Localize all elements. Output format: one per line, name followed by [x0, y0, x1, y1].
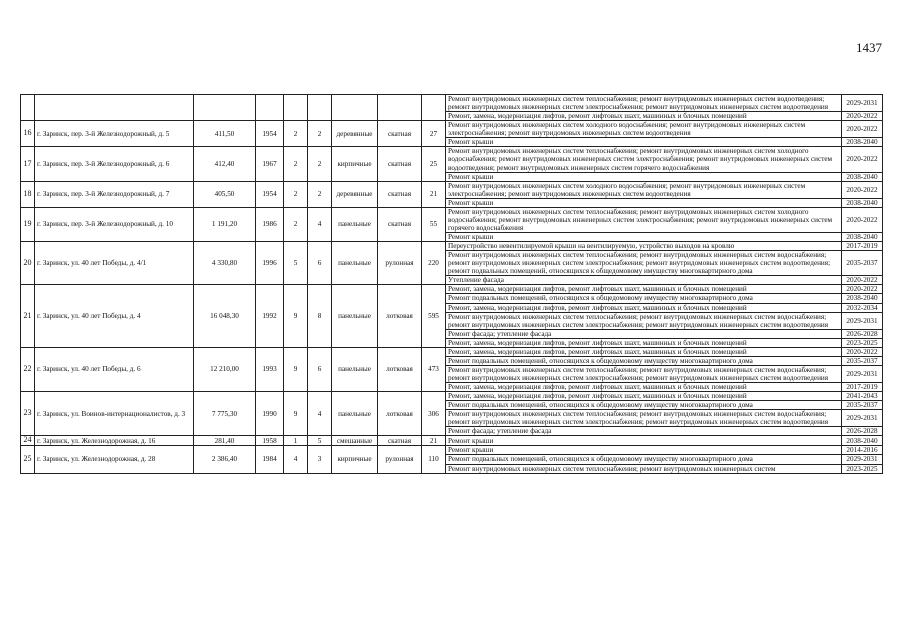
house-apartments: 220: [422, 242, 446, 285]
work-description: Ремонт внутридомовых инженерных систем теплоснабжения; ремонт внутридомовых инженерных систем холодного водоснабжения; ремонт внутридомовых инженерных систем электроснабжения; ремонт внутридомовых инженерных систем водоотведения; ремонт внутридомовых инженерных систем горячего водоснабжения: [446, 147, 842, 172]
work-description: Ремонт, замена, модернизация лифтов, ремонт лифтовых шахт, машинных и блочных помещений: [446, 347, 842, 356]
house-year: 1967: [256, 147, 284, 181]
work-period: 2017-2019: [842, 242, 883, 251]
house-address: г. Заринск, пер. 3-й Железнодорожный, д. 7: [35, 181, 194, 207]
work-period: 2020-2022: [842, 112, 883, 121]
house-apartments: 25: [422, 147, 446, 181]
work-period: 2023-2025: [842, 338, 883, 347]
work-period: 2029-2031: [842, 410, 883, 427]
house-entrances: 2: [308, 147, 332, 181]
work-description: Ремонт внутридомовых инженерных систем теплоснабжения; ремонт внутридомовых инженерных систем водоснабжения; ремонт внутридомовых инженерных систем электроснабжения; ремонт внутридомовых инженерных систем водоотведения; ремонт подвальных помещений, относящихся к общедомовому имуществу многоквартирного дома: [446, 251, 842, 276]
house-address: г. Заринск, пер. 3-й Железнодорожный, д. 6: [35, 147, 194, 181]
house-wall-material: панельные: [332, 242, 378, 285]
work-period: 2026-2028: [842, 329, 883, 338]
work-period: 2038-2040: [842, 294, 883, 303]
house-year: 1984: [256, 446, 284, 473]
house-area: [194, 95, 256, 121]
table-row: [21, 95, 883, 112]
work-period: 2038-2040: [842, 436, 883, 446]
work-period: 2020-2022: [842, 276, 883, 285]
work-period: 2029-2031: [842, 95, 883, 112]
house-address: г. Заринск, пер. 3-й Железнодорожный, д. 10: [35, 207, 194, 241]
table-row: [21, 347, 883, 356]
work-description: Ремонт внутридомовых инженерных систем теплоснабжения; ремонт внутридомовых инженерных систем водоснабжения; ремонт внутридомовых инженерных систем электроснабжения; ремонт внутридомовых инженерных систем водоотведения: [446, 410, 842, 427]
repair-program-table: [20, 94, 883, 474]
house-address: г. Заринск, ул. 40 лет Победы, д. 4/1: [35, 242, 194, 285]
work-period: 2026-2028: [842, 427, 883, 436]
work-period: 2038-2040: [842, 172, 883, 181]
house-apartments: 306: [422, 392, 446, 436]
work-period: 2029-2031: [842, 455, 883, 464]
work-description: Ремонт фасада; утепление фасада: [446, 427, 842, 436]
house-year: [256, 95, 284, 121]
house-apartments: 21: [422, 436, 446, 446]
house-entrances: 6: [308, 347, 332, 391]
house-number: 23: [21, 392, 35, 436]
house-number: 24: [21, 436, 35, 446]
work-period: 2035-2037: [842, 401, 883, 410]
house-roof-type: лотковая: [378, 392, 422, 436]
house-roof-type: скатная: [378, 121, 422, 147]
house-wall-material: кирпичные: [332, 446, 378, 473]
house-entrances: 2: [308, 181, 332, 207]
house-address: г. Заринск, ул. Воинов-интернационалистов, д. 3: [35, 392, 194, 436]
work-description: Ремонт внутридомовых инженерных систем холодного водоснабжения; ремонт внутридомовых инженерных систем электроснабжения; ремонт внутридомовых инженерных систем водоотведения: [446, 181, 842, 198]
house-entrances: [308, 95, 332, 121]
work-period: 2020-2022: [842, 147, 883, 172]
page-number: 1437: [856, 40, 882, 55]
work-period: 2038-2040: [842, 198, 883, 207]
house-number: [21, 95, 35, 121]
house-address: г. Заринск, ул. Железнодорожная, д. 28: [35, 446, 194, 473]
work-description: Ремонт подвальных помещений, относящихся к общедомовому имуществу многоквартирного дома: [446, 401, 842, 410]
work-period: 2020-2022: [842, 181, 883, 198]
table-row: [21, 392, 883, 401]
table-row: [21, 207, 883, 232]
house-wall-material: панельные: [332, 285, 378, 347]
house-area: 412,40: [194, 147, 256, 181]
work-description: Ремонт крыши: [446, 138, 842, 147]
house-year: 1958: [256, 436, 284, 446]
work-description: Ремонт, замена, модернизация лифтов, ремонт лифтовых шахт, машинных и блочных помещений: [446, 392, 842, 401]
work-description: Ремонт фасада; утепление фасада: [446, 329, 842, 338]
house-address: г. Заринск, ул. Железнодорожная, д. 16: [35, 436, 194, 446]
work-description: Ремонт крыши: [446, 172, 842, 181]
house-area: 405,50: [194, 181, 256, 207]
work-period: 2017-2019: [842, 383, 883, 392]
work-description: Ремонт, замена, модернизация лифтов, ремонт лифтовых шахт, машинных и блочных помещений: [446, 112, 842, 121]
house-floors: [284, 95, 308, 121]
house-floors: 9: [284, 347, 308, 391]
work-description: Переустройство невентилируемой крыши на вентилируемую, устройство выходов на кровлю: [446, 242, 842, 251]
house-apartments: 27: [422, 121, 446, 147]
work-description: Ремонт, замена, модернизация лифтов, ремонт лифтовых шахт, машинных и блочных помещений: [446, 383, 842, 392]
house-year: 1993: [256, 347, 284, 391]
house-year: 1992: [256, 285, 284, 347]
house-area: 2 386,40: [194, 446, 256, 473]
work-description: Ремонт внутридомовых инженерных систем теплоснабжения; ремонт внутридомовых инженерных систем водоотведения; ремонт внутридомовых инженерных систем электроснабжения; ремонт внутридомовых инженерных систем водоотведения: [446, 95, 842, 112]
house-wall-material: деревянные: [332, 121, 378, 147]
house-address: г. Заринск, ул. 40 лет Победы, д. 6: [35, 347, 194, 391]
house-roof-type: скатная: [378, 436, 422, 446]
house-area: 16 048,30: [194, 285, 256, 347]
work-period: 2020-2022: [842, 121, 883, 138]
house-address: г. Заринск, ул. 40 лет Победы, д. 4: [35, 285, 194, 347]
house-area: 4 330,80: [194, 242, 256, 285]
house-number: 25: [21, 446, 35, 473]
work-period: 2020-2022: [842, 347, 883, 356]
house-area: 1 191,20: [194, 207, 256, 241]
house-number: 20: [21, 242, 35, 285]
house-apartments: 595: [422, 285, 446, 347]
table-row: [21, 285, 883, 294]
table-row: [21, 121, 883, 138]
work-period: 2035-2037: [842, 356, 883, 365]
house-entrances: 6: [308, 242, 332, 285]
house-number: 18: [21, 181, 35, 207]
house-roof-type: скатная: [378, 147, 422, 181]
work-period: 2020-2022: [842, 207, 883, 232]
work-period: 2041-2043: [842, 392, 883, 401]
work-period: 2032-2034: [842, 303, 883, 312]
house-number: 16: [21, 121, 35, 147]
house-area: 7 775,30: [194, 392, 256, 436]
house-wall-material: [332, 95, 378, 121]
house-number: 17: [21, 147, 35, 181]
house-wall-material: панельные: [332, 207, 378, 241]
work-description: Ремонт крыши: [446, 446, 842, 455]
house-year: 1996: [256, 242, 284, 285]
work-period: 2038-2040: [842, 138, 883, 147]
house-roof-type: рулонная: [378, 242, 422, 285]
house-number: 22: [21, 347, 35, 391]
house-number: 19: [21, 207, 35, 241]
house-wall-material: панельные: [332, 347, 378, 391]
table-row: [21, 436, 883, 446]
house-address: [35, 95, 194, 121]
house-entrances: 4: [308, 392, 332, 436]
work-description: Ремонт подвальных помещений, относящихся к общедомовому имуществу многоквартирного дома: [446, 356, 842, 365]
work-description: Ремонт, замена, модернизация лифтов, ремонт лифтовых шахт, машинных и блочных помещений: [446, 285, 842, 294]
house-year: 1990: [256, 392, 284, 436]
house-roof-type: скатная: [378, 181, 422, 207]
work-description: Утепление фасада: [446, 276, 842, 285]
work-description: Ремонт крыши: [446, 233, 842, 242]
house-roof-type: лотковая: [378, 285, 422, 347]
table-row: [21, 446, 883, 455]
house-entrances: 2: [308, 121, 332, 147]
house-wall-material: смешанные: [332, 436, 378, 446]
work-period: 2035-2037: [842, 251, 883, 276]
house-roof-type: [378, 95, 422, 121]
work-period: 2029-2031: [842, 312, 883, 329]
house-wall-material: кирпичные: [332, 147, 378, 181]
table-row: [21, 147, 883, 172]
house-number: 21: [21, 285, 35, 347]
house-floors: 2: [284, 121, 308, 147]
house-roof-type: рулонная: [378, 446, 422, 473]
house-year: 1954: [256, 181, 284, 207]
house-apartments: 110: [422, 446, 446, 473]
house-apartments: [422, 95, 446, 121]
house-entrances: 3: [308, 446, 332, 473]
house-area: 281,40: [194, 436, 256, 446]
house-entrances: 4: [308, 207, 332, 241]
house-floors: 9: [284, 392, 308, 436]
house-floors: 2: [284, 147, 308, 181]
house-wall-material: деревянные: [332, 181, 378, 207]
work-description: Ремонт, замена, модернизация лифтов, ремонт лифтовых шахт, машинных и блочных помещений: [446, 338, 842, 347]
house-floors: 4: [284, 446, 308, 473]
work-period: 2020-2022: [842, 285, 883, 294]
house-floors: 2: [284, 181, 308, 207]
work-description: Ремонт крыши: [446, 436, 842, 446]
work-description: Ремонт внутридомовых инженерных систем теплоснабжения; ремонт внутридомовых инженерных систем: [446, 464, 842, 473]
work-period: 2023-2025: [842, 464, 883, 473]
work-period: 2038-2040: [842, 233, 883, 242]
house-area: 12 210,00: [194, 347, 256, 391]
house-entrances: 5: [308, 436, 332, 446]
work-description: Ремонт внутридомовых инженерных систем холодного водоснабжения; ремонт внутридомовых инженерных систем электроснабжения; ремонт внутридомовых инженерных систем водоотведения: [446, 121, 842, 138]
house-floors: 5: [284, 242, 308, 285]
house-apartments: 55: [422, 207, 446, 241]
work-description: Ремонт, замена, модернизация лифтов, ремонт лифтовых шахт, машинных и блочных помещений: [446, 303, 842, 312]
work-period: 2029-2031: [842, 365, 883, 382]
work-description: Ремонт подвальных помещений, относящихся к общедомовому имуществу многоквартирного дома: [446, 294, 842, 303]
work-period: 2014-2016: [842, 446, 883, 455]
work-description: Ремонт крыши: [446, 198, 842, 207]
work-description: Ремонт внутридомовых инженерных систем теплоснабжения; ремонт внутридомовых инженерных систем водоснабжения; ремонт внутридомовых инженерных систем электроснабжения; ремонт внутридомовых инженерных систем водоотведения: [446, 312, 842, 329]
work-description: Ремонт внутридомовых инженерных систем теплоснабжения; ремонт внутридомовых инженерных систем холодного водоснабжения; ремонт внутридомовых инженерных систем электроснабжения; ремонт внутридомовых инженерных систем горячего водоснабжения: [446, 207, 842, 232]
house-apartments: 21: [422, 181, 446, 207]
table-row: [21, 242, 883, 251]
house-apartments: 473: [422, 347, 446, 391]
house-floors: 1: [284, 436, 308, 446]
house-entrances: 8: [308, 285, 332, 347]
house-wall-material: панельные: [332, 392, 378, 436]
house-floors: 9: [284, 285, 308, 347]
house-floors: 2: [284, 207, 308, 241]
work-description: Ремонт внутридомовых инженерных систем теплоснабжения; ремонт внутридомовых инженерных систем водоснабжения; ремонт внутридомовых инженерных систем электроснабжения; ремонт внутридомовых инженерных систем водоотведения: [446, 365, 842, 382]
work-description: Ремонт подвальных помещений, относящихся к общедомовому имуществу многоквартирного дома: [446, 455, 842, 464]
table-row: [21, 181, 883, 198]
house-roof-type: скатная: [378, 207, 422, 241]
house-roof-type: лотковая: [378, 347, 422, 391]
house-address: г. Заринск, пер. 3-й Железнодорожный, д. 5: [35, 121, 194, 147]
house-area: 411,50: [194, 121, 256, 147]
house-year: 1954: [256, 121, 284, 147]
house-year: 1986: [256, 207, 284, 241]
